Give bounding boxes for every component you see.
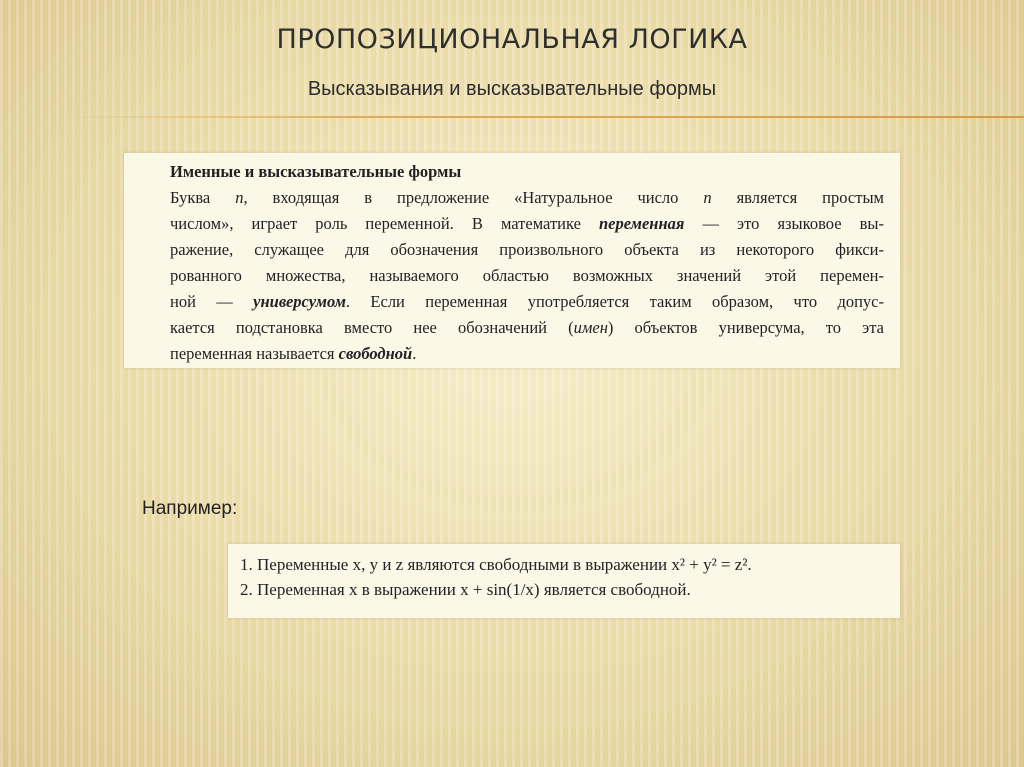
example-line-2: 2. Переменная x в выражении x + sin(1/x) является свободной. xyxy=(240,580,691,599)
term-free: свободной xyxy=(338,344,413,363)
definition-line: ражение, служащее для обозначения произвольного объекта из некоторого фикси- xyxy=(170,240,884,259)
title-divider xyxy=(64,116,1024,118)
definition-line: числом», играет роль переменной. В математике переменная — это языковое вы- xyxy=(170,214,884,233)
definition-line: рованного множества, называемого областью возможных значений этой перемен- xyxy=(170,266,884,285)
definition-line: Буква n, входящая в предложение «Натуральное число n является простым xyxy=(170,188,884,207)
definition-line: кается подстановка вместо нее обозначений (имен) объектов универсума, то эта xyxy=(170,318,884,337)
definition-text xyxy=(170,185,884,367)
term-universe: универсумом xyxy=(253,292,346,311)
slide-title: ПРОПОЗИЦИОНАЛЬНАЯ ЛОГИКА xyxy=(276,24,748,55)
definition-panel xyxy=(124,153,900,368)
example-line-1: 1. Переменные x, y и z являются свободными в выражении x² + y² = z². xyxy=(240,555,752,574)
example-panel xyxy=(228,544,900,618)
definition-heading: Именные и высказывательные формы xyxy=(170,162,462,181)
definition-line: ной — универсумом. Если переменная употребляется таким образом, что допус- xyxy=(170,292,884,311)
term-variable: переменная xyxy=(599,214,685,233)
definition-line: переменная называется свободной. xyxy=(170,344,417,363)
slide-subtitle: Высказывания и высказывательные формы xyxy=(307,78,717,100)
example-label: Например: xyxy=(142,498,238,519)
